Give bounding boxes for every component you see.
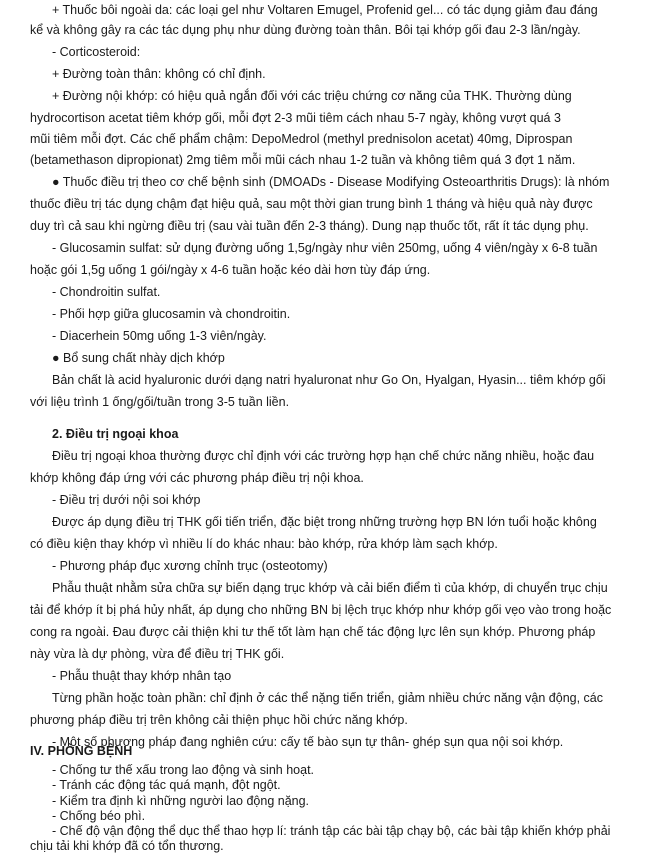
text-line: (betamethason dipropionat) 2mg tiêm mỗi mũi cách nhau 1-2 tuần và không tiêm quá 3 đợt 1 năm. [30,153,576,167]
text-line: - Chế độ vận động thể dục thể thao hợp lí: tránh tập các bài tập chạy bộ, các bài tập khiến khớp phải [52,824,611,838]
text-line: này vừa là dự phòng, vừa để điều trị THK gối. [30,647,285,661]
section-heading-prevention: IV. PHÒNG BỆNH [30,744,133,758]
text-line: - Glucosamin sulfat: sử dụng đường uống 1,5g/ngày như viên 250mg, uống 4 viên/ngày x 6-8 tuần [52,241,598,255]
text-line: với liệu trình 1 ống/gối/tuần trong 3-5 tuần liền. [30,395,290,409]
text-line: - Một số phương pháp đang nghiên cứu: cấy tế bào sụn tự thân- ghép sụn qua nội soi khớp. [52,735,564,749]
section-heading-surgery: 2. Điều trị ngoại khoa [52,427,179,441]
bullet-line: ● Bổ sung chất nhày dịch khớp [52,351,225,365]
text-line: - Phối hợp giữa glucosamin và chondroitin. [52,307,291,321]
text-line: - Corticosteroid: [52,45,141,59]
bullet-line: ● Thuốc điều trị theo cơ chế bệnh sinh (DMOADs - Disease Modifying Osteoarthritis Drugs): là nhóm [52,175,610,189]
text-line: Từng phần hoặc toàn phần: chỉ định ở các thể nặng tiến triển, giảm nhiều chức năng vận động, các [52,691,603,705]
text-line: Được áp dụng điều trị THK gối tiến triển, đặc biệt trong những trường hợp BN lớn tuổi hoặc không [52,515,597,529]
text-line: duy trì cả sau khi ngừng điều trị (sau vài tuần đến 2-3 tháng). Dung nạp thuốc tốt, rất ít tác dụng phụ. [30,219,589,233]
text-line: kể và không gây ra các tác dụng phụ như dùng đường toàn thân. Bôi tại khớp gối đau 2-3 lần/ngày. [30,23,581,37]
text-line: hydrocortison acetat tiêm khớp gối, mỗi đợt 2-3 mũi tiêm cách nhau 5-7 ngày, không vượt quá 3 [30,111,561,125]
text-line: - Chống tư thế xấu trong lao động và sinh hoạt. [52,763,315,778]
text-line: + Thuốc bôi ngoài da: các loại gel như Voltaren Emugel, Profenid gel... có tác dụng giảm đau đáng [52,3,598,17]
text-line: khớp không đáp ứng với các phương pháp điều trị nội khoa. [30,471,364,485]
text-line: - Diacerhein 50mg uống 1-3 viên/ngày. [52,329,267,343]
text-line: hoặc gói 1,5g uống 1 gói/ngày x 4-6 tuần hoặc kéo dài hơn tùy đáp ứng. [30,263,431,277]
text-line: - Phương pháp đục xương chỉnh trục (osteotomy) [52,559,328,573]
text-line: phương pháp điều trị trên không cải thiện phục hồi chức năng khớp. [30,713,408,727]
text-line: chịu tải khi khớp đã có tổn thương. [30,839,224,854]
text-line: + Đường nội khớp: có hiệu quả ngắn đối với các triệu chứng cơ năng của THK. Thường dùng [52,89,572,103]
text-line: Điều trị ngoại khoa thường được chỉ định với các trường hợp hạn chế chức năng nhiều, hoặc đau [52,449,595,463]
text-line: - Phẫu thuật thay khớp nhân tạo [52,669,232,683]
text-line: - Chondroitin sulfat. [52,285,161,299]
text-line: mũi tiêm mỗi đợt. Các chế phẩm chậm: DepoMedrol (methyl prednisolon acetat) 40mg, Diprospan [30,132,573,146]
text-line: - Điều trị dưới nội soi khớp [52,493,201,507]
text-line: thuốc điều trị tác dụng chậm đạt hiệu quả, sau một thời gian trung bình 1 tháng và hiệu quả này được [30,197,593,211]
text-line: - Tránh các động tác quá mạnh, đột ngột. [52,778,281,793]
text-line: Phẫu thuật nhằm sửa chữa sự biến dạng trục khớp và cải biến điểm tì của khớp, di chuyển trục chịu [52,581,608,595]
text-line: tải để khớp ít bị phá hủy nhất, áp dụng cho những BN bị lệch trục khớp như khớp gối vẹo vào trong hoặc [30,603,612,617]
text-line: có điều kiện thay khớp vì nhiều lí do khác nhau: bào khớp, rửa khớp làm sạch khớp. [30,537,498,551]
text-line: cong ra ngoài. Đau được cải thiện khi tư thế tốt làm hạn chế tác động lực lên sụn khớp. Phương pháp [30,625,596,639]
text-line: - Chống béo phì. [52,808,146,823]
text-line: Bản chất là acid hyaluronic dưới dạng natri hyaluronat như Go On, Hyalgan, Hyasin... tiêm khớp gối [52,373,606,387]
text-line: + Đường toàn thân: không có chỉ định. [52,67,266,81]
text-line: - Kiểm tra định kì những người lao động nặng. [52,793,310,808]
